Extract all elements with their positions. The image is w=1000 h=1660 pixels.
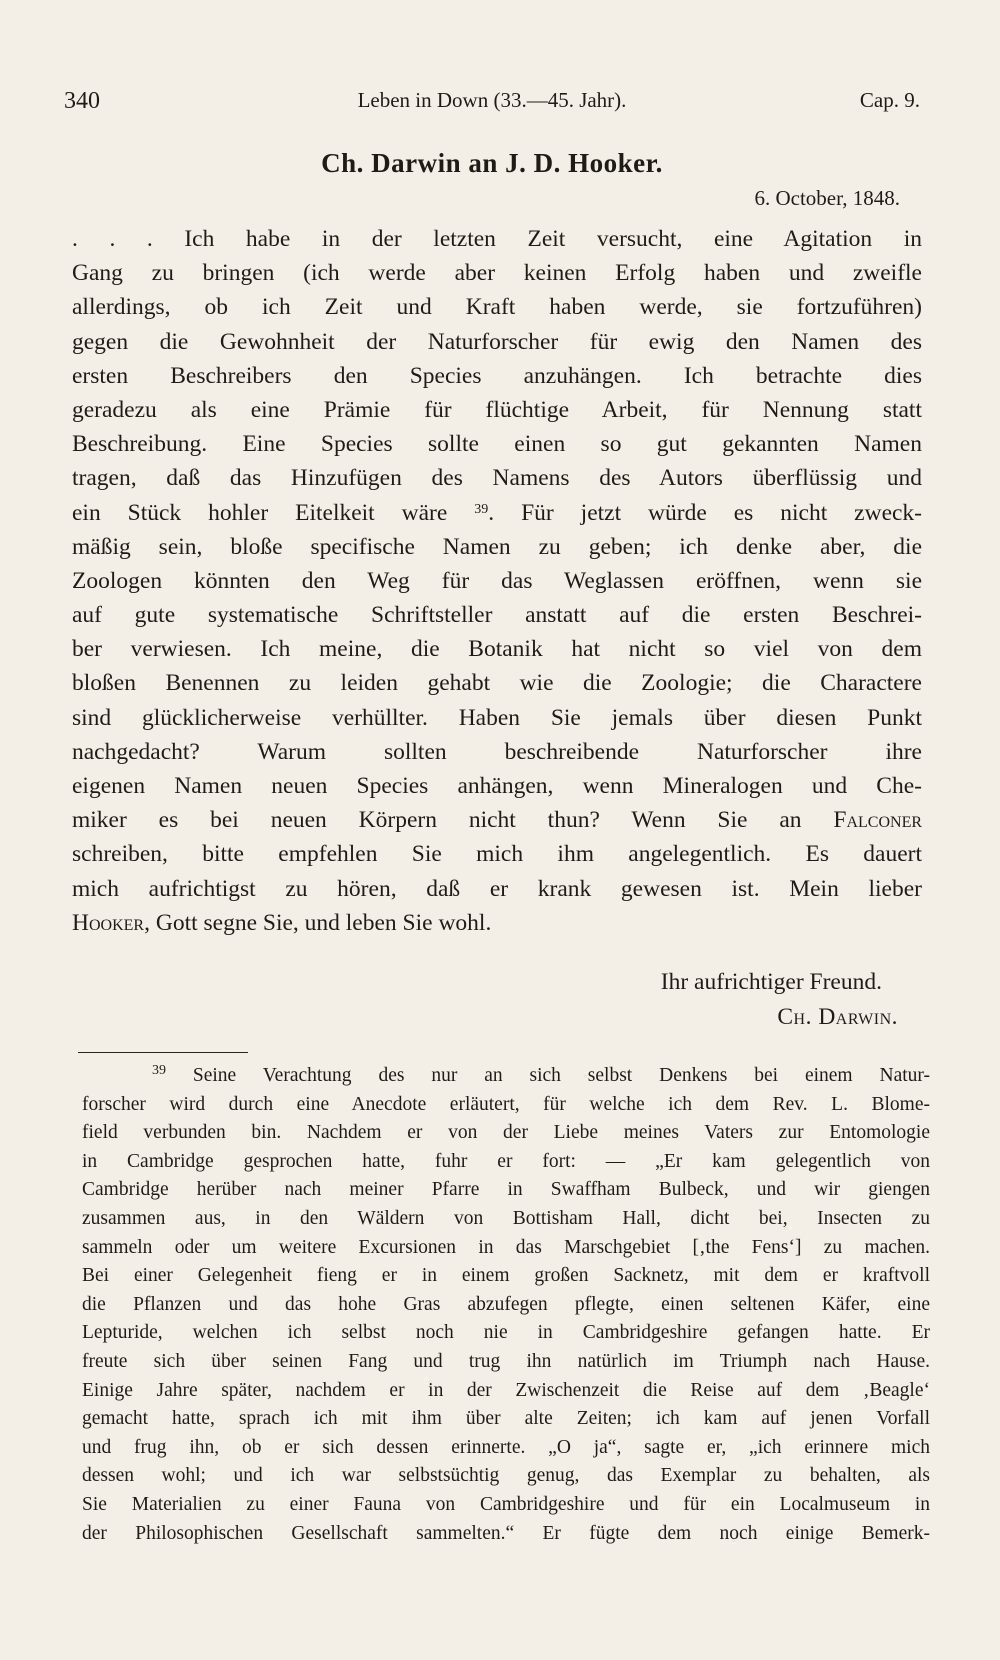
footnote-line: Bei einer Gelegenheit fieng er in einem großen Sacknetz, mit dem er kraftvoll bbox=[82, 1265, 930, 1287]
running-head bbox=[64, 88, 920, 118]
letter-line bbox=[72, 496, 922, 530]
footnote-line bbox=[82, 1062, 930, 1091]
footnote-line: Lepturide, welchen ich selbst noch nie in Cambridgeshire gefangen hatte. Er bbox=[82, 1322, 930, 1344]
letter-closing: Ihr aufrichtiger Freund. bbox=[660, 969, 882, 995]
footnote-line: zusammen aus, in den Wäldern von Bottisham Hall, dicht bei, Insecten zu bbox=[82, 1207, 930, 1229]
letter-line: geradezu als eine Prämie für flüchtige Arbeit, für Nennung statt bbox=[72, 396, 922, 423]
letter-body bbox=[72, 222, 922, 940]
letter-line bbox=[72, 906, 922, 940]
page-number: 340 bbox=[64, 88, 100, 114]
letter-line: Zoologen könnten den Weg für das Weglassen eröffnen, wenn sie bbox=[72, 567, 922, 594]
letter-line: gegen die Gewohnheit der Naturforscher für ewig den Namen des bbox=[72, 328, 922, 355]
footnote-line: Cambridge herüber nach meiner Pfarre in Swaffham Bulbeck, und wir giengen bbox=[82, 1179, 930, 1201]
letter-line: auf gute systematische Schriftsteller anstatt auf die ersten Beschrei- bbox=[72, 602, 922, 629]
letter-line: . . . Ich habe in der letzten Zeit versucht, eine Agitation in bbox=[72, 226, 922, 252]
letter-line bbox=[72, 803, 922, 837]
letter-line: ber verwiesen. Ich meine, die Botanik hat nicht so viel von dem bbox=[72, 636, 922, 663]
footnote-number: 39 bbox=[152, 1063, 166, 1078]
letter-line: tragen, daß das Hinzufügen des Namens des Autors überflüssig und bbox=[72, 465, 922, 492]
running-title: Leben in Down (33.—45. Jahr). bbox=[357, 88, 627, 112]
letter-line: Gang zu bringen (ich werde aber keinen Erfolg haben und zweifle bbox=[72, 260, 922, 287]
line-text: Seine Verachtung des nur an sich selbst Denkens bei einem Natur- bbox=[192, 1065, 930, 1086]
footnote-line: gemacht hatte, sprach ich mit ihm über alte Zeiten; ich kam auf jenen Vorfall bbox=[82, 1408, 930, 1430]
name-falconer: Falconer bbox=[833, 807, 923, 834]
letter-date: 6. October, 1848. bbox=[754, 186, 900, 210]
footnote-line: sammeln oder um weitere Excursionen in das Marschgebiet [‚the Fens‘] zu machen. bbox=[82, 1236, 930, 1258]
letter-line: allerdings, ob ich Zeit und Kraft haben werde, sie fortzuführen) bbox=[72, 294, 922, 321]
footnote-divider bbox=[78, 1052, 248, 1053]
footnote-line: dessen wohl; und ich war selbstsüchtig genug, das Exemplar zu behalten, als bbox=[82, 1465, 930, 1487]
line-text: ein Stück hohler Eitelkeit wäre bbox=[72, 499, 448, 526]
footnote-line: und frug ihn, ob er sich dessen erinnerte. „O ja“, sagte er, „ich erinnere mich bbox=[82, 1436, 930, 1458]
line-text: miker es bei neuen Körpern nicht thun? Wenn Sie an bbox=[72, 807, 802, 834]
footnote-line: forscher wird durch eine Anecdote erläutert, für welche ich dem Rev. L. Blome- bbox=[82, 1093, 930, 1115]
line-text: Gott segne Sie, und leben Sie wohl. bbox=[155, 909, 492, 936]
footnote-line: der Philosophischen Gesellschaft sammelten.“ Er fügte dem noch einige Bemerk- bbox=[82, 1522, 930, 1544]
footnote-line: Einige Jahre später, nachdem er in der Zwischenzeit die Reise auf dem ‚Beagle‘ bbox=[82, 1379, 930, 1401]
letter-line: mäßig sein, bloße specifische Namen zu geben; ich denke aber, die bbox=[72, 533, 922, 560]
footnote-line: field verbunden bin. Nachdem er von der Liebe meines Vaters zur Entomologie bbox=[82, 1122, 930, 1144]
letter-line: sind glücklicherweise verhüllter. Haben Sie jemals über diesen Punkt bbox=[72, 704, 922, 731]
footnote-reference: 39 bbox=[474, 501, 489, 517]
letter-signature: Ch. Darwin. bbox=[777, 1004, 898, 1030]
letter-line: mich aufrichtigst zu hören, daß er krank gewesen ist. Mein lieber bbox=[72, 875, 922, 902]
footnote-line: freute sich über seinen Fang und trug ihn natürlich im Triumph nach Hause. bbox=[82, 1350, 930, 1372]
letter-line: Beschreibung. Eine Species sollte einen so gut gekannten Namen bbox=[72, 431, 922, 458]
letter-line: eigenen Namen neuen Species anhängen, wenn Mineralogen und Che- bbox=[72, 773, 922, 799]
letter-line: nachgedacht? Warum sollten beschreibende Naturforscher ihre bbox=[72, 738, 922, 765]
letter-line: bloßen Benennen zu leiden gehabt wie die Zoologie; die Charactere bbox=[72, 670, 922, 697]
letter-line: schreiben, bitte empfehlen Sie mich ihm angelegentlich. Es dauert bbox=[72, 841, 922, 868]
footnote-line: die Pflanzen und das hohe Gras abzufegen pflegte, einen seltenen Käfer, eine bbox=[82, 1293, 930, 1315]
letter-line: ersten Beschreibers den Species anzuhängen. Ich betrachte dies bbox=[72, 362, 922, 389]
name-hooker: Hooker, bbox=[72, 909, 150, 936]
chapter-label: Cap. 9. bbox=[859, 88, 920, 112]
line-text: . Für jetzt würde es nicht zweck- bbox=[488, 499, 923, 526]
letter-heading: Ch. Darwin an J. D. Hooker. bbox=[321, 148, 663, 178]
footnote bbox=[82, 1062, 930, 1548]
footnote-line: in Cambridge gesprochen hatte, fuhr er fort: — „Er kam gelegentlich von bbox=[82, 1150, 930, 1172]
footnote-line: Sie Materialien zu einer Fauna von Cambridgeshire und für ein Localmuseum in bbox=[82, 1493, 930, 1515]
